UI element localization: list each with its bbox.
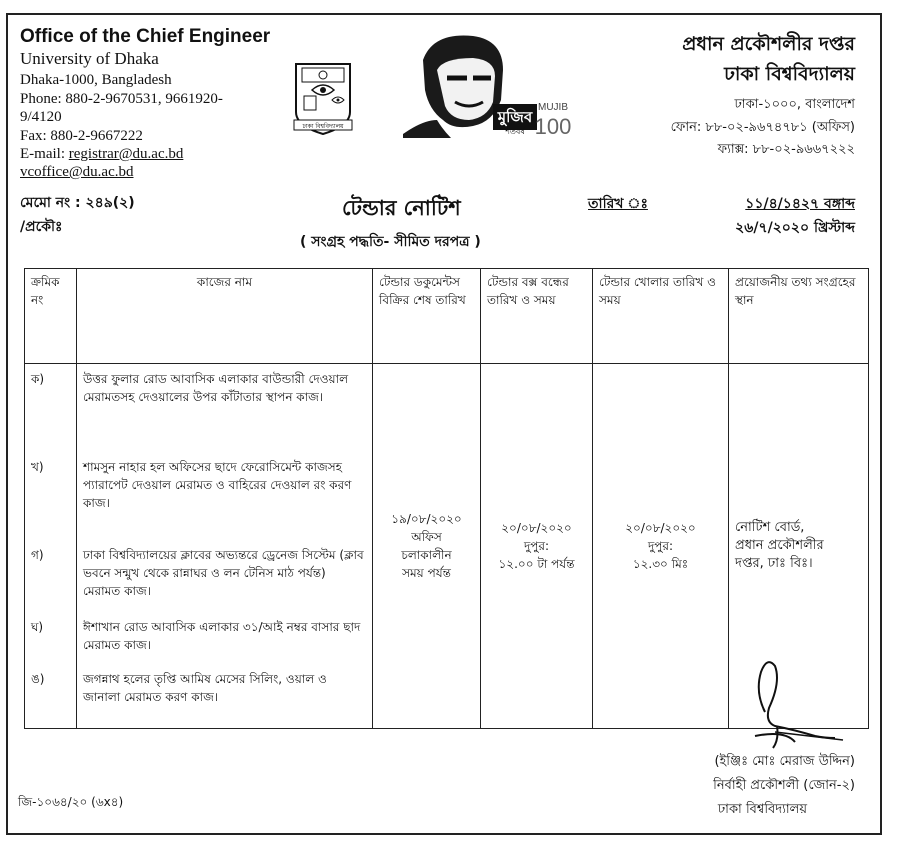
info-line1: নোটিশ বোর্ড,: [735, 520, 805, 535]
email-label: E-mail:: [20, 146, 65, 162]
serial-uma: ঙ): [31, 672, 45, 686]
serial-kha: খ): [31, 460, 44, 474]
mujib-bn-text: মুজিব: [497, 108, 533, 126]
email-registrar-link[interactable]: registrar@du.ac.bd: [68, 146, 184, 162]
university-name-bn: ঢাকা বিশ্ববিদ্যালয়: [724, 63, 855, 85]
sale-line2: অফিস: [411, 530, 442, 544]
mujib-en-text: MUJIB: [538, 102, 568, 113]
project-ref: /প্রকৌঃ: [20, 219, 63, 235]
signature-mark: [725, 652, 850, 752]
box-close-line2: দুপুর:: [523, 539, 550, 553]
task-item: ঈশাখান রোড আবাসিক এলাকার ৩১/আই নম্বর বাসার ছাদ মেরামত কাজ।: [83, 620, 361, 652]
serial-gha: ঘ): [31, 620, 44, 634]
office-name-bn: প্রধান প্রকৌশলীর দপ্তর: [682, 33, 855, 55]
sale-deadline-cell: [373, 364, 481, 729]
header-sale-deadline: টেন্ডার ডকুমেন্টস বিক্রির শেষ তারিখ: [373, 269, 481, 364]
box-close-date: ২০/০৮/২০২০: [501, 521, 572, 535]
address-bn: ঢাকা-১০০০, বাংলাদেশ: [734, 97, 855, 112]
header-box-close: টেন্ডার বক্স বন্ধের তারিখ ও সময়: [481, 269, 593, 364]
box-close-cell: [481, 364, 593, 729]
task-item: জগন্নাথ হলের তৃপ্তি আমিষ মেসের সিলিং, ওয়াল ও জানালা মেরামত করণ কাজ।: [83, 672, 327, 704]
signatory-designation: নির্বাহী প্রকৌশলী (জোন-২): [713, 778, 855, 793]
notice-title: টেন্ডার নোটিশ: [342, 196, 461, 220]
email-row: [20, 146, 183, 163]
sale-line3: চলাকালীন: [401, 548, 452, 562]
fax-en: Fax: 880-2-9667222: [20, 128, 143, 144]
tasks-column: [77, 364, 373, 729]
address-en: Dhaka-1000, Bangladesh: [20, 72, 172, 88]
info-line2: প্রধান প্রকৌশলীর: [735, 538, 824, 553]
serial-column: [25, 364, 77, 729]
seal-text: ঢাকা বিশ্ববিদ্যালয়: [302, 123, 344, 130]
date-bangla: ১১/৪/১৪২৭ বঙ্গাব্দ: [745, 196, 855, 212]
signatory-institution: ঢাকা বিশ্ববিদ্যালয়: [717, 802, 807, 817]
header-opening: টেন্ডার খোলার তারিখ ও সময়: [593, 269, 729, 364]
mujib-100-text: 100: [534, 114, 571, 139]
opening-cell: [593, 364, 729, 729]
phone-bn: ফোন: ৮৮-০২-৯৬৭৪৭৮১ (অফিস): [670, 120, 855, 135]
sale-line4: সময় পর্যন্ত: [402, 566, 451, 580]
opening-date: ২০/০৮/২০২০: [625, 521, 696, 535]
date-english: ২৬/৭/২০২০ খ্রিস্টাব্দ: [735, 220, 855, 236]
serial-ga: গ): [31, 548, 44, 562]
phone-en-cont: 9/4120: [20, 109, 62, 125]
task-item: উত্তর ফুলার রোড আবাসিক এলাকার বাউন্ডারী দেওয়াল মেরামতসহ দেওয়ালের উপর কাঁটাতার স্থাপন কাজ।: [83, 372, 349, 404]
signatory-name: (ইঞ্জিঃ মোঃ মেরাজ উদ্দিন): [714, 754, 855, 769]
mujib-sub-text: শতবর্ষ: [505, 127, 525, 136]
task-item: ঢাকা বিশ্ববিদ্যালয়ের ক্লাবের অভ্যন্তরে ড্রেনেজ সিস্টেম (ক্লাব ভবনে সন্মুখ থেকে রান্নাঘর ও লন টেনিস মাঠ পর্যন্ত) মেরামত কাজ।: [83, 548, 364, 598]
opening-time: ১২.৩০ মিঃ: [632, 557, 689, 571]
serial-ka: ক): [31, 372, 45, 386]
header-serial: ক্রমিক নং: [25, 269, 77, 364]
phone-en: Phone: 880-2-9670531, 9661920-: [20, 91, 223, 107]
sale-date: ১৯/০৮/২০২০: [391, 512, 462, 526]
opening-line2: দুপুর:: [647, 539, 674, 553]
notice-subtitle: ( সংগ্রহ পদ্ধতি- সীমিত দরপত্র ): [300, 234, 481, 250]
header-info-place: প্রয়োজনীয় তথ্য সংগ্রহের স্থান: [729, 269, 869, 364]
memo-number: মেমো নং : ২৪৯(২): [20, 195, 135, 211]
university-name-en: University of Dhaka: [20, 49, 159, 68]
box-close-time: ১২.০০ টা পর্যন্ত: [498, 557, 575, 571]
email-vc-link[interactable]: vcoffice@du.ac.bd: [20, 164, 134, 180]
fax-bn: ফ্যাক্স: ৮৮-০২-৯৬৬৭২২২: [717, 142, 855, 157]
table-header-row: [25, 269, 869, 364]
task-item: শামসুন নাহার হল অফিসের ছাদে ফেরোসিমেন্ট কাজসহ প্যারাপেট দেওয়াল মেরামত ও বাহিরের দেওয়াল রং করণ কাজ।: [83, 460, 352, 510]
office-name-en: Office of the Chief Engineer: [20, 26, 271, 47]
header-work-name: কাজের নাম: [77, 269, 373, 364]
university-seal-logo: [292, 60, 354, 138]
info-line3: দপ্তর, ঢাঃ বিঃ।: [735, 556, 813, 571]
mujib-100-logo: [403, 30, 571, 140]
date-label: তারিখ ঃ: [588, 196, 648, 212]
footer-reference: জি-১০৬৪/২০ (৬x৪): [18, 795, 124, 809]
